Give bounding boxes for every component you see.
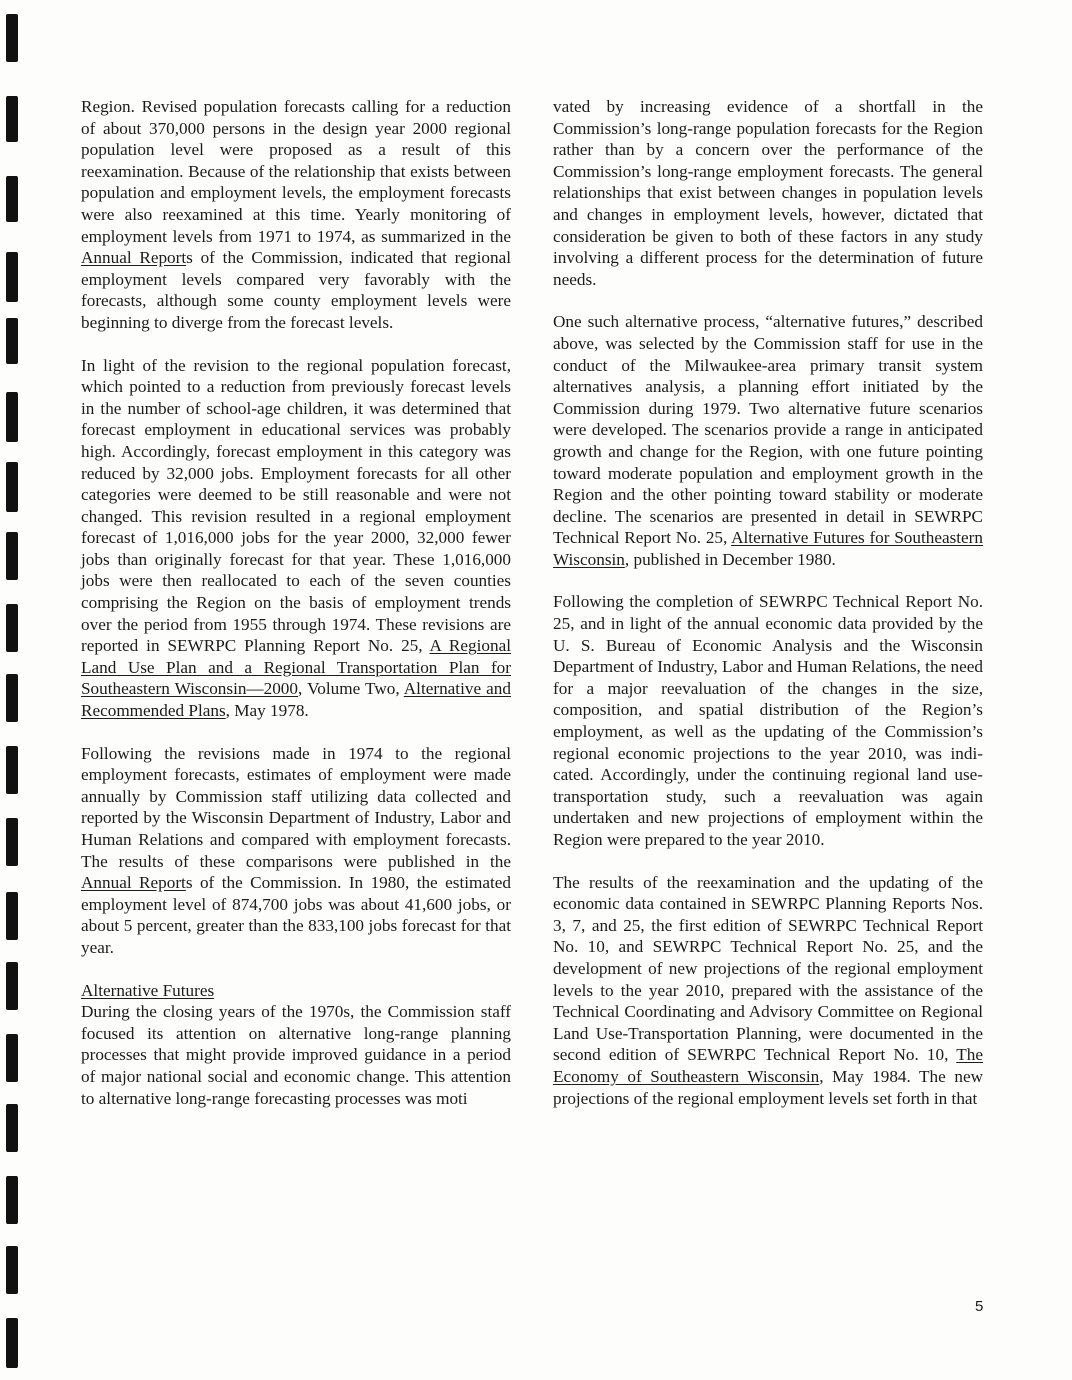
paragraph: Following the completion of SEWRPC Technical Report No. 25, and in light of the annual economic data provided by the U. S. Bureau of Economic Analysis and the Wisconsin Department of Industry, Labor and Human Relations, the need for a major reevaluation of the changes in the size, composition, and spatial distribution of the Region’s employment, as well as the updating of the Commission’s regional economic projections to the year 2010, was indicated. Accordingly, under the continuing regional land use-transportation study, such a reevaluation was again undertaken and new projections of employment within the Region were prepared to the year 2010. [553,592,983,849]
binding-hole [6,746,18,794]
section-heading: Alternative Futures [81,980,215,1000]
paragraph: During the closing years of the 1970s, the Commission staff focused its attention on alternative long-range planning processes that might provide improved guidance in a period of major national social and economic change. This attention to alternative long-range forecasting processes was moti [81,1002,511,1108]
binding-hole [6,252,18,302]
binding-hole [6,1104,18,1152]
text-run: , Volume Two, [298,679,404,699]
page-number: 5 [975,1298,984,1315]
binding-hole [6,818,18,866]
paragraph [553,872,983,1110]
binding-hole [6,1246,18,1294]
binding-hole [6,1034,18,1082]
binding-hole [6,892,18,940]
paragraph: vated by increasing evidence of a shortfall in the Commission’s long-range population forecasts for the Region rather than by a concern over the performance of the Commission’s long-range employment forecasts. The general relationships that exist between changes in population levels and changes in employment levels, however, dictated that consideration be given to both of these factors in any study involving a different process for the determination of future needs. [553,97,983,289]
binding-hole [6,674,18,722]
paragraph [81,743,511,959]
text-run: , May 1984. The new projections of the regional employment levels set forth in that [553,1066,983,1108]
publication-title: Annual Report [81,873,186,893]
binding-hole [6,96,18,142]
text-run: , May 1978. [225,701,309,721]
binding-hole [6,318,18,364]
publication-title: Alternative and Recommended Plans [81,679,511,721]
left-column [81,96,511,1130]
binding-hole [6,392,18,442]
binding-hole [6,962,18,1010]
binding-hole [6,604,18,652]
text-run: s of the Commission, indicated that regional employment levels compared very favorably with the forecasts, although some county employment levels were beginning to diverge from the forecast levels. [81,248,511,332]
text-run: In light of the revision to the regional population forecast, which pointed to a reduction from previously forecast levels in the number of school-age children, it was determined that forecast employment in educational services was probably high. Accordingly, forecast employment in this category was reduced by 32,000 jobs. Employment forecasts for all other categories were deemed to be still reasonable and were not changed. This revision resulted in a regional employment forecast of 1,016,000 jobs for the year 2000, 32,000 fewer jobs than originally forecast for that year. These 1,016,000 jobs were then reallocated to each of the seven counties comprising the Region on the basis of employment trends over the period from 1955 through 1974. These revisions are reported in SEWRPC Planning Report No. 25, [81,355,511,656]
right-column [553,96,983,1130]
text-run: s of the Commission. In 1980, the estimated employment level of 874,700 jobs was about 41,600 jobs, or about 5 percent, greater than the 833,100 jobs forecast for that year. [81,873,511,957]
text-run: The results of the reexamination and the updating of the economic data contained in SEWRPC Planning Reports Nos. 3, 7, and 25, the first edition of SEWRPC Technical Report No. 10, and SEWRPC Technical Report No. 25, and the development of new projections of the regional employment levels to the year 2010, prepared with the assistance of the Technical Coordinating and Advisory Committee on Regional Land Use-Transportation Planning, were documented in the second edition of SEWRPC Technical Report No. 10, [553,872,983,1065]
binding-hole [6,1318,18,1368]
publication-title: Alternative Futures for Southeastern Wisconsin [553,528,984,569]
text-run: Following the revisions made in 1974 to the regional employment forecasts, estimates of employment were made annually by Commission staff utilizing data collected and reported by the Wisconsin Department of Industry, Labor and Human Relations and compared with employment forecasts. The results of these comparisons were published in the [81,743,511,871]
publication-title: The Economy of Southeastern Wisconsin [553,1045,983,1086]
binding-hole [6,14,18,62]
paragraph [81,96,511,334]
text-run: Region. Revised population forecasts calling for a reduction of about 370,000 persons in the design year 2000 regional population level were proposed as a result of this reexamination. Because of the relationship that exists between population and employment levels, the employment forecasts were also reexamined at this time. Yearly monitoring of employment levels from 1971 to 1974, as summarized in the [81,97,511,246]
paragraph [81,355,511,722]
publication-title: Annual Report [81,248,187,268]
text-run: , published in December 1980. [624,549,836,569]
text-run: One such alternative process, “alternative futures,” described above, was selected by the Commission staff for use in the conduct of the Milwaukee-area primary transit system alternatives analysis, a planning effort initiated by the Commission during 1979. Two alternative future scenarios were developed. The scenarios provide a range in anticipated growth and change for the Region, with one future pointing toward moderate population and employment growth in the Region and the other pointing toward stability or moderate decline. The scenarios are presented in detail in SEWRPC Technical Report No. 25, [553,312,983,548]
paragraph [553,311,983,570]
binding-hole [6,462,18,512]
binding-hole [6,176,18,222]
binding-hole [6,532,18,580]
binding-hole [6,1176,18,1224]
publication-title: A Regional Land Use Plan and a Regional Transportation Plan for Southeastern Wisconsin—2000 [81,636,511,699]
binding-holes [6,0,22,1380]
